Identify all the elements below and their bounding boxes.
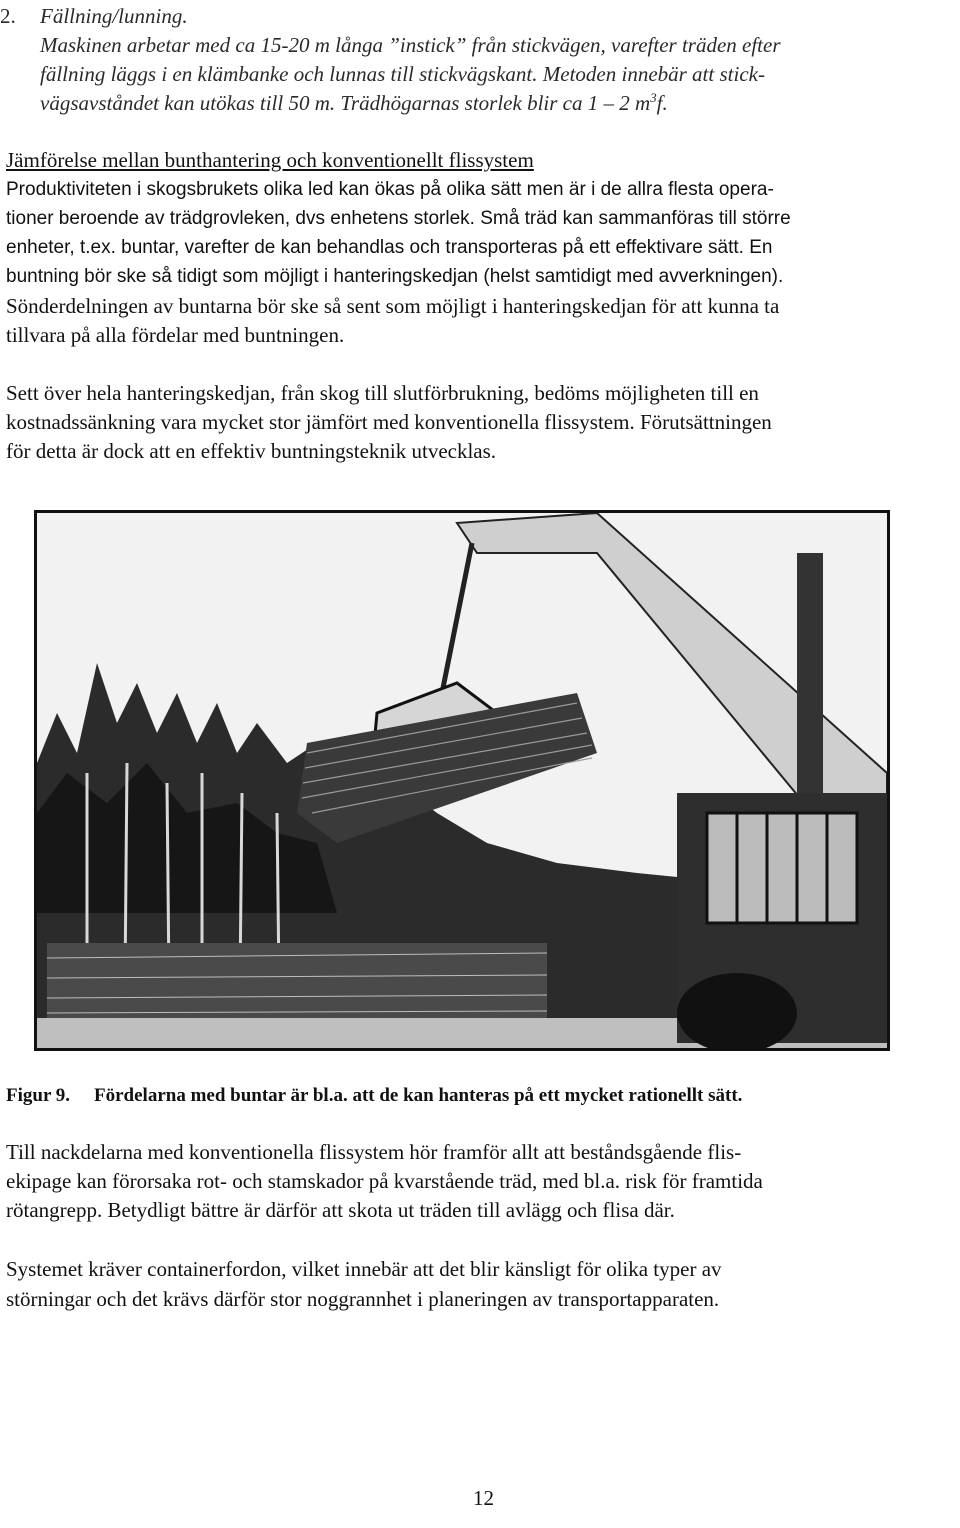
paragraph-4-line-2: störningar och det krävs därför stor noggrannhet i planeringen av transportapparaten. [6, 1287, 720, 1311]
figure-photo [34, 510, 890, 1051]
page-number: 12 [473, 1486, 494, 1510]
paragraph-1-line-1: Produktiviteten i skogsbrukets olika led kan ökas på olika sätt men är i de allra flesta opera- [6, 179, 774, 200]
paragraph-2-line-1: Sett över hela hanteringskedjan, från skog till slutförbrukning, bedöms möjligheten till en [6, 381, 759, 405]
section-text-line-1: Maskinen arbetar med ca 15-20 m långa ”instick” från stickvägen, varefter träden efter [40, 33, 781, 57]
figure-label: Figur 9. [6, 1085, 71, 1106]
section-number: 2. [0, 4, 16, 28]
paragraph-3-line-2: ekipage kan förorsaka rot- och stamskador på kvarstående träd, med bl.a. risk för framtida [6, 1169, 763, 1193]
forwarder-lifting-bundle-illustration [37, 513, 887, 1048]
section-text-line-2: fällning läggs i en klämbanke och lunnas till stickvägskant. Metoden innebär att stick- [40, 62, 765, 86]
comparison-heading: Jämförelse mellan bunthantering och konventionellt flissystem [6, 148, 534, 172]
figure-caption [6, 1082, 742, 1110]
paragraph-1-line-5: Sönderdelningen av buntarna bör ske så sent som möjligt i hanteringskedjan för att kunna ta [6, 294, 780, 318]
paragraph-2-line-2: kostnadssänkning vara mycket stor jämfört med konventionella flissystem. Förutsättningen [6, 410, 772, 434]
section-text-line-3 [40, 89, 668, 118]
paragraph-1-line-2: tioner beroende av trädgrovleken, dvs enhetens storlek. Små träd kan sammanföras till större [6, 208, 791, 229]
paragraph-3-line-3: rötangrepp. Betydligt bättre är därför att skota ut träden till avlägg och flisa där. [6, 1198, 675, 1222]
paragraph-2-line-3: för detta är dock att en effektiv buntningsteknik utvecklas. [6, 439, 497, 463]
paragraph-4-line-1: Systemet kräver containerfordon, vilket innebär att det blir känsligt för olika typer av [6, 1257, 722, 1281]
paragraph-1-line-3: enheter, t.ex. buntar, varefter de kan behandlas och transporteras på ett effektivare sätt. En [6, 237, 773, 258]
figure-caption-text: Fördelarna med buntar är bl.a. att de kan hanteras på ett mycket rationellt sätt. [94, 1085, 743, 1106]
paragraph-3-line-1: Till nackdelarna med konventionella flissystem hör framför allt att beståndsgående flis- [6, 1140, 742, 1164]
paragraph-1-line-4: buntning bör ske så tidigt som möjligt i hanteringskedjan (helst samtidigt med avverkningen). [6, 266, 784, 287]
section-text-line-3-unit: f. [656, 91, 668, 115]
paragraph-1-line-6: tillvara på alla fördelar med buntningen. [6, 323, 345, 347]
superscript-exponent: 3 [650, 90, 657, 105]
section-text-line-3-main: vägsavståndet kan utökas till 50 m. Trädhögarnas storlek blir ca 1 – 2 m [40, 91, 651, 115]
section-title: Fällning/lunning. [40, 4, 188, 28]
